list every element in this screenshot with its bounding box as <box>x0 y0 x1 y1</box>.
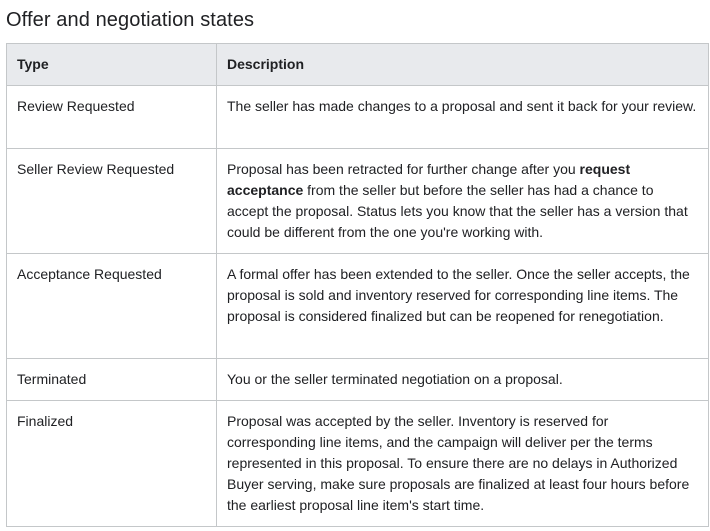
state-type-cell: Terminated <box>7 359 217 401</box>
states-table <box>6 43 709 527</box>
page-title: Offer and negotiation states <box>6 9 255 31</box>
state-type-cell: Acceptance Requested <box>7 254 217 359</box>
column-header-description: Description <box>217 44 709 86</box>
state-description-cell: A formal offer has been extended to the seller. Once the seller accepts, the proposal is sold and inventory reserved for corresponding line items. The proposal is considered finalized but can be reopened for renegotiation. <box>217 254 709 359</box>
description-text: Proposal has been retracted for further change after you <box>227 161 580 177</box>
state-type-cell: Review Requested <box>7 86 217 149</box>
state-description-cell: The seller has made changes to a proposal and sent it back for your review. <box>217 86 709 149</box>
table-row <box>7 149 709 254</box>
table-row <box>7 254 709 359</box>
table-header-row <box>7 44 709 86</box>
state-description-cell <box>217 149 709 254</box>
request-acceptance-term: request acceptance <box>227 161 631 198</box>
state-description-cell: Proposal was accepted by the seller. Inventory is reserved for corresponding line items, and the campaign will deliver per the terms represented in this proposal. To ensure there are no delays in Authorized Buyer serving, make sure proposals are finalized at least four hours before the earliest proposal line item's start time. <box>217 401 709 527</box>
state-type-cell: Finalized <box>7 401 217 527</box>
table-row <box>7 359 709 401</box>
state-type-cell: Seller Review Requested <box>7 149 217 254</box>
state-description-cell: You or the seller terminated negotiation on a proposal. <box>217 359 709 401</box>
column-header-type: Type <box>7 44 217 86</box>
table-row <box>7 86 709 149</box>
table-row <box>7 401 709 527</box>
description-text: from the seller but before the seller has had a chance to accept the proposal. Status lets you know that the seller has a version that could be different from the one you're working with. <box>227 182 688 240</box>
